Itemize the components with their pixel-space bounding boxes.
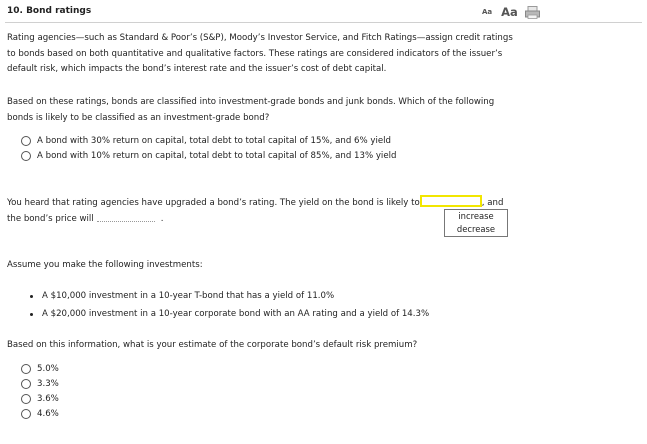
prompt-line: bonds is likely to be classified as an investment-grade bond? [7,112,270,123]
list-item [30,287,429,305]
radio-button[interactable] [21,364,31,374]
font-size-controls [482,4,540,20]
radio-option[interactable] [21,133,396,148]
dropdown-option-decrease[interactable]: decrease [456,224,496,234]
radio-option[interactable] [21,406,59,421]
sentence-text: . [160,213,164,224]
part3-options [21,361,59,421]
option-label: 5.0% [37,363,59,374]
bullet-icon [30,295,33,298]
list-item-text: A $20,000 investment in a 10-year corporate bond with an AA rating and a yield of 14.3% [42,309,430,319]
question-title: 10. Bond ratings [7,6,92,16]
radio-option[interactable] [21,361,59,376]
sentence-text: , and [481,198,504,208]
option-label: 3.6% [37,393,59,404]
dropdown-option-increase[interactable]: increase [458,211,494,221]
intro-paragraph [7,31,567,78]
price-dropdown[interactable] [97,220,155,222]
dropdown-menu [444,209,508,237]
prompt-line: Based on these ratings, bonds are classified into investment-grade bonds and junk bonds. Which of the following [7,97,495,107]
yield-dropdown[interactable] [420,195,482,207]
part1-options [21,133,396,163]
intro-line: default risk, which impacts the bond’s interest rate and the issuer’s cost of debt capital. [7,64,387,74]
radio-option[interactable] [21,391,59,406]
list-item-text: A $10,000 investment in a 10-year T-bond that has a yield of 11.0% [42,291,335,301]
investment-list [30,287,429,323]
sentence-text: the bond’s price will [7,213,94,224]
assume-text: Assume you make the following investments: [7,260,203,270]
intro-line: Rating agencies—such as Standard & Poor’s (S&P), Moody’s Investor Service, and Fitch Ratings—assign credit ratings [7,33,513,43]
option-label: 3.3% [37,378,59,389]
intro-line: to bonds based on both quantitative and qualitative factors. These ratings are considered indicators of the issuer’s [7,48,503,59]
radio-button[interactable] [21,151,31,161]
radio-option[interactable] [21,148,396,163]
font-decrease-button[interactable]: Aa [482,8,493,16]
sentence-text: You heard that rating agencies have upgraded a bond’s rating. The yield on the bond is likely to [7,198,420,208]
radio-button[interactable] [21,379,31,389]
header-divider [5,22,642,23]
option-label: 4.6% [37,408,59,419]
bullet-icon [30,313,33,316]
option-label: A bond with 10% return on capital, total debt to total capital of 85%, and 13% yield [37,150,397,161]
print-icon[interactable] [525,6,540,19]
option-label: A bond with 30% return on capital, total debt to total capital of 15%, and 6% yield [37,135,391,146]
radio-option[interactable] [21,376,59,391]
part1-prompt [7,95,567,126]
font-increase-button[interactable]: Aa [501,5,518,19]
radio-button[interactable] [21,409,31,419]
part3-prompt: Based on this information, what is your estimate of the corporate bond’s default risk premium? [7,340,418,350]
radio-button[interactable] [21,136,31,146]
radio-button[interactable] [21,394,31,404]
list-item [30,305,429,323]
